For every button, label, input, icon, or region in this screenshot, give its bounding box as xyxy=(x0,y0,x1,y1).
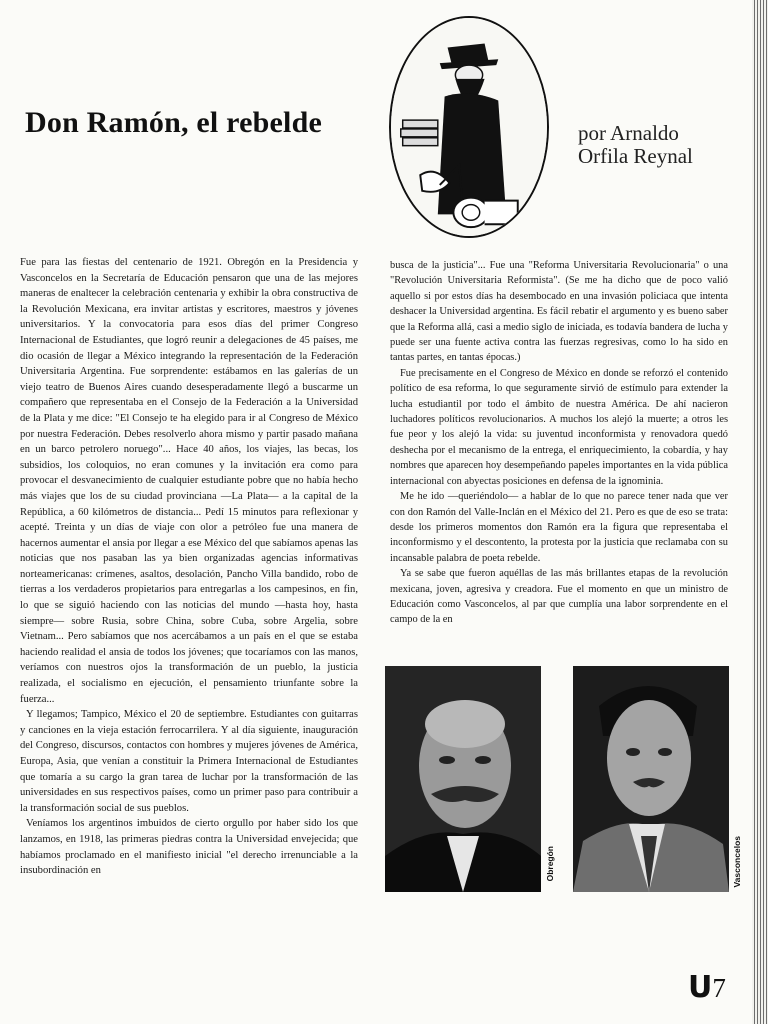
article-title: Don Ramón, el rebelde xyxy=(25,106,322,139)
byline-line-1: por Arnaldo xyxy=(578,121,679,145)
byline-line-2: Orfila Reynal xyxy=(578,144,693,168)
text-column-right xyxy=(390,258,728,628)
page-folio xyxy=(688,970,726,1005)
photo-caption-vasconcelos: Vasconcelos xyxy=(732,836,742,888)
paragraph: Fue para las fiestas del centenario de 1921. Obregón en la Presidencia y Vasconcelos en la Secretaría de Educación pensaron que una de las mejores maneras de enaltecer la celebración centenaria y exhibir la obra constructiva de la Revolución Mexicana, era invitar artistas y escritores, maestros y jóvenes universitarios. Y la convocatoria para esos días del primer Congreso Internacional de Estudiantes, que logró reunir a delegaciones de 45 países, me dio ocasión de llegar a México integrando la representación de la Federación Universitaria Argentina. Fue sorprendente: estábamos en las galerías de un viejo teatro de Buenos Aires cuando desesperadamente llegó a buscarme un compañero que representaba en el Consejo de la Federación a la Universidad de la Plata y me dice: "El Consejo te ha elegido para ir al Congreso de México por nuestra Federación. Debes resolverlo ahora mismo y partir pasado mañana en un barco petrolero noruego"... Hace 40 años, los viajes, las becas, los subsidios, los coloquios, no eran comunes y la invitación era como para provocar el desvanecimiento de cualquier estudiante pobre que no había hecho más viajes que los de su ciudad provinciana —La Plata— a la capital de la República, a 60 kilómetros de distancia... Pedí 15 minutos para reflexionar y acepté. Treinta y un días de viaje con olor a petróleo fue una manera de hacernos aumentar el ansia por llegar a ese México del que sabíamos apenas las noticias que nos pasaban las ya bien organizadas agencias informativas norteamericanas: crímenes, asaltos, desolación, Pancho Villa bandido, robo de tierras a los verdaderos propietarios para entregarlas a los campesinos, en fin, lo que se siguió haciendo con las noticias del mundo —hasta hoy, hasta siempre— sobre Rusia, sobre China, sobre Cuba, sobre Argelia, sobre Vietnam... Pero sabíamos que nos acercábamos a un país en el que se estaba haciendo realidad el ansia de todos los jóvenes; que tocaríamos con las manos, veríamos con nuestros ojos la transformación de un pueblo, la justicia realizada, el socialismo en ejecución, el pensamiento triunfante sobre la fuerza... xyxy=(20,257,358,705)
paragraph: Me he ido —queriéndolo— a hablar de lo que no parece tener nada que ver con don Ramón del Valle-Inclán en el México del 21. Pero es que de eso se trata: desde los primeros momentos don Ramón era la figura que representaba el inconformismo y el descontento, la protesta por la justicia que reclamaba con su incansable palabra de poeta rebelde. xyxy=(390,491,728,564)
paragraph: Y llegamos; Tampico, México el 20 de septiembre. Estudiantes con guitarras y canciones en la vieja estación ferrocarrilera. Y al día siguiente, inauguración del Congreso, discursos, contactos con hombres y mujeres jóvenes de América, Europa, Asia, que venían a constituir la Primera Internacional de Estudiantes que tomaría a su cargo la gran tarea de luchar por la transformación de las universidades en sus respectivos países, como un primer paso para contribuir a la transformación social de sus pueblos. xyxy=(20,709,358,814)
portrait-drawing-vasconcelos xyxy=(573,666,729,892)
page-stack-edge xyxy=(752,0,768,1024)
paragraph: Veníamos los argentinos imbuidos de cierto orgullo por haber sido los que lanzamos, en 1918, las primeras piedras contra la Universidad envejecida; que habíamos proclamado en el manifiesto inicial "el derecho irrenunciable a la insubordinación en xyxy=(20,818,358,877)
portrait-drawing-obregon xyxy=(385,666,541,892)
byline xyxy=(578,122,693,168)
portrait-photo-obregon xyxy=(385,666,541,892)
paragraph: Fue precisamente en el Congreso de México en donde se reforzó el contenido político de esa reforma, lo que seguramente sirvió de estímulo para extender la lucha estudiantil por todo el ámbito de nuestra América. De ahí nacieron luchadores políticos revolucionarios. A muchos los alejó la muerte; a otros les fue peor y los alejó la vida: su juventud inconformista y renovadora quedó deshecha por el mecanismo de la entrega, el enriquecimiento, la cobardía, y hay nombres que aparecen hoy desempeñando papeles importantes en la vida pública internacional con abyectas posiciones en defensa de la ignominia. xyxy=(390,367,728,487)
caricature-drawing xyxy=(391,18,547,236)
paragraph: Ya se sabe que fueron aquéllas de las más brillantes etapas de la revolución mexicana, joven, agresiva y creadora. Fue el momento en que un ministro de Educación como Vasconcelos, al par que cumplía una labor sorprendente en el campo de la en xyxy=(390,568,728,626)
photo-caption-obregon: Obregón xyxy=(545,846,555,882)
paragraph: busca de la justicia"... Fue una "Reforma Universitaria Revolucionaria" o una "Revolución Universitaria Reformista". (Se me ha dicho que de poco valió aquello si por estos días ha desembocado en una invasión policiaca que intenta deshacer la Universidad argentina. Es fácil rebatir el argumento y es bueno saber que la Reforma allá, casi a medio siglo de iniciada, es todavía bandera de lucha y puede ser una fuente activa contra las fuerzas regresivas, como lo ha sido en tantas partes, en tantas épocas.) xyxy=(390,260,728,364)
text-column-left xyxy=(20,255,358,879)
caricature-illustration xyxy=(389,16,549,238)
page-number: 7 xyxy=(712,973,726,1003)
portrait-photo-vasconcelos xyxy=(573,666,729,892)
magazine-logo-mark: U xyxy=(688,970,712,1005)
